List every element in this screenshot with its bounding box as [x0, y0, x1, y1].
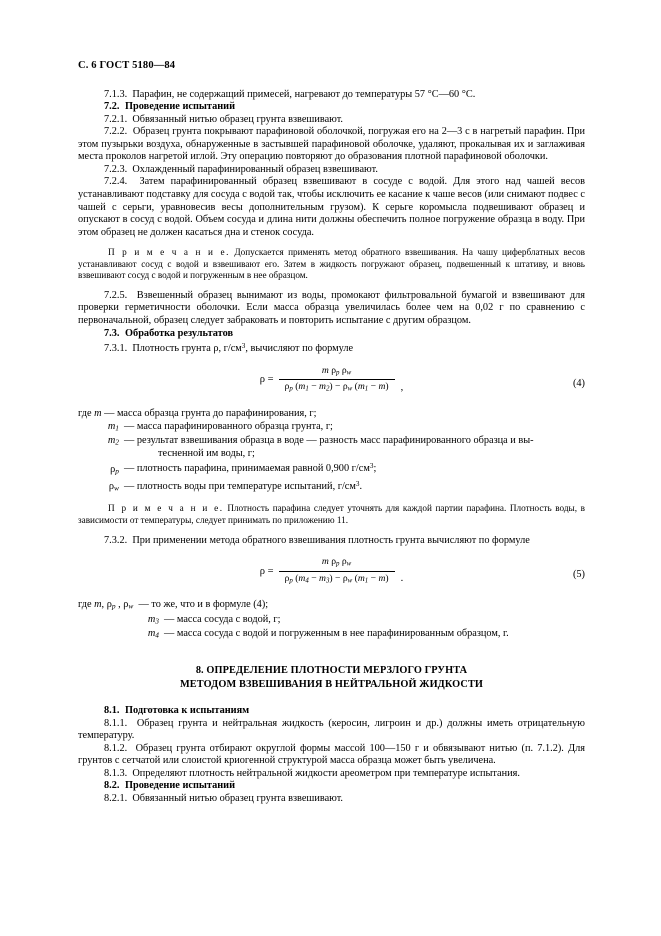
- clause-7-2-3-number: 7.2.3.: [104, 163, 128, 175]
- where-lead: где: [78, 599, 95, 611]
- formula-5-trailing-period: .: [400, 573, 404, 585]
- heading-7-3-number: 7.3.: [104, 327, 120, 339]
- where-item-symbol: $m_3$: [147, 613, 159, 626]
- heading-7-2-number: 7.2.: [104, 101, 120, 113]
- clause-7-2-1-number: 7.2.1.: [104, 113, 128, 125]
- note-2: [78, 503, 585, 526]
- where-item-def: — результат взвешивания образца в воде — разность масс парафинированного образца и вы- тесненной им воды, г;: [124, 435, 585, 460]
- formula-4-row: [78, 365, 585, 399]
- note-1: [78, 247, 585, 282]
- heading-7-3: [78, 328, 585, 341]
- clause-8-1-2: [78, 743, 585, 768]
- clause-8-2-1-text: Обвязанный нитью образец грунта взвешивают.: [132, 793, 343, 805]
- clause-7-2-4-text: Затем парафинированный образец взвешивают в сосуде с водой. Для этого над чашей весов устанавливают подставку для сосуда с водой так, чтобы исключить ее касание к чаше весов (или снимают подвес с чашей с серьги, уравновесив весы дополнительным грузом). К серьге коромысла подвешивают образец и опускают в сосуд с водой. Объем сосуда и длина нити должны обеспечить полное погружение образца в воду. При этом образец не должен касаться дна и стенок сосуда.: [78, 176, 585, 238]
- clause-7-2-5-text: Взвешенный образец вынимают из воды, промокают фильтровальной бумагой и взвешивают для проверки герметичности оболочки. Если масса образца увеличилась более чем на 0,02 г по сравнению с первоначальной, образец следует забраковать и повторить испытание с другим образцом.: [78, 289, 586, 327]
- where-block-5: [78, 599, 585, 642]
- heading-8-1-title: Подготовка к испытаниям: [125, 705, 250, 717]
- clause-8-1-2-text: Образец грунта отбирают округлой формы массой 100—150 г и обвязывают нитью (п. 7.1.2). Для грунтов с сетчатой или слоистой криогенной структурой масса образца может быть увеличена.: [78, 742, 585, 767]
- formula-4-trailing-comma: ,: [400, 381, 404, 393]
- page-content: [78, 60, 585, 806]
- clause-7-3-1-number: 7.3.1.: [104, 343, 128, 355]
- clause-8-1-1-text: Образец грунта и нейтральная жидкость (керосин, лигроин и др.) должны иметь отрицательную температуру.: [78, 717, 585, 742]
- clause-8-2-1-number: 8.2.1.: [104, 793, 128, 805]
- formula-5-row: [78, 556, 585, 590]
- where-item: [78, 460, 585, 478]
- note-2-label: П р и м е ч а н и е.: [108, 503, 224, 514]
- clause-7-1-3-number: 7.1.3.: [104, 88, 128, 100]
- clause-7-3-2: [78, 535, 585, 548]
- where-item: [78, 614, 585, 628]
- clause-7-2-3-text: Охлажденный парафинированный образец взвешивают.: [132, 163, 378, 175]
- heading-8-1-number: 8.1.: [104, 705, 120, 717]
- where-item-symbol: $m_2$: [107, 434, 119, 447]
- where-item: [78, 628, 585, 642]
- heading-8-1: [78, 705, 585, 718]
- formula-4-lhs: ρ =: [259, 374, 274, 386]
- formula-4-denominator: $\rho_p$ $(m_1 - m_2) - \rho_w$ $(m_1 - m)$: [284, 381, 389, 393]
- where-item-def: где m, $\rho_p$ , $\rho_w$ — то же, что и в формуле (4);: [78, 599, 269, 611]
- where-item: [78, 599, 585, 613]
- clause-8-1-2-number: 8.1.2.: [104, 742, 128, 754]
- where-item-symbol: $\rho_w$: [108, 481, 119, 493]
- where-item: [78, 478, 585, 496]
- clause-7-2-2-text: Образец грунта покрывают парафиновой оболочкой, погружая его на 2—3 с в нагретый парафин. При этом пузырьки воздуха, обнаруженные в застывшей парафиновой оболочке, удаляют, прокалывая их и заглаживая места проколов нагретой иглой. Эту операцию повторяют до образования плотной парафиновой оболочки.: [78, 126, 585, 163]
- clause-7-3-1-exponent: 3: [241, 342, 246, 351]
- formula-5-denominator: $\rho_p$ $(m_4 - m_3) - \rho_w$ $(m_1 - m)$: [284, 572, 389, 585]
- clause-8-1-3-number: 8.1.3.: [104, 767, 128, 779]
- where-lead: где: [78, 407, 95, 419]
- section-8-title-line2: МЕТОДОМ ВЗВЕШИВАНИЯ В НЕЙТРАЛЬНОЙ ЖИДКОСТИ: [179, 679, 484, 691]
- clause-7-3-2-number: 7.3.2.: [104, 534, 128, 546]
- section-8-title: [78, 664, 585, 692]
- clause-7-1-3-text: Парафин, не содержащий примесей, нагревают до температуры 57 °С—60 °С.: [132, 88, 476, 100]
- clause-7-3-2-text: При применении метода обратного взвешивания плотность грунта вычисляют по формуле: [132, 534, 530, 546]
- clause-7-3-1-lead: Плотность грунта ρ, г/см: [132, 343, 242, 355]
- section-8-title-line1: 8. ОПРЕДЕЛЕНИЕ ПЛОТНОСТИ МЕРЗЛОГО ГРУНТА: [195, 665, 468, 677]
- formula-4-expression: [260, 365, 403, 395]
- where-item-def: — плотность воды при температуре испытаний, $г/см^3$.: [124, 479, 363, 493]
- note-1-text: Допускается применять метод обратного взвешивания. На чашу циферблатных весов устанавливают сосуд с водой и взвешивают его. Затем в жидкость погружают образец, подвешенный к штативу, и вновь взвешивают сосуд с водой и погруженным в нее образцом.: [78, 247, 585, 281]
- heading-7-2: [78, 101, 585, 114]
- clause-7-2-4: [78, 176, 585, 239]
- clause-8-1-1-number: 8.1.1.: [104, 717, 128, 729]
- clause-7-1-3: [78, 89, 585, 102]
- heading-8-2-title: Проведение испытаний: [125, 780, 236, 792]
- spacer: [78, 692, 585, 705]
- clause-7-2-5: [78, 290, 585, 328]
- where-item: [78, 435, 585, 460]
- where-block-4: [78, 408, 585, 496]
- clause-7-2-3: [78, 164, 585, 177]
- where-item-def-continuation: тесненной им воды, г;: [158, 447, 255, 459]
- where-item: [78, 408, 585, 421]
- where-item: [78, 421, 585, 435]
- where-item-def: — плотность парафина, принимаемая равной 0,900 $г/см^3$;: [124, 462, 377, 475]
- clause-7-3-1-tail: , вычисляют по формуле: [245, 343, 354, 355]
- where-item-symbol: $m_1$: [107, 420, 119, 433]
- where-item-def: — масса сосуда с водой и погруженным в нее парафинированным образцом, г.: [164, 627, 509, 639]
- formula-5-expression: [260, 556, 403, 586]
- formula-4: [78, 365, 585, 395]
- note-1-label: П р и м е ч а н и е.: [108, 247, 231, 258]
- clause-8-2-1: [78, 793, 585, 806]
- clause-7-3-1: [78, 340, 585, 356]
- formula-5-fraction: [279, 556, 395, 586]
- heading-7-2-title: Проведение испытаний: [125, 101, 236, 113]
- where-item-symbol: $m_4$: [147, 627, 159, 640]
- page-header: С. 6 ГОСТ 5180—84: [78, 60, 176, 71]
- formula-5-numerator: m $\rho_p$ $\rho_w$: [321, 556, 352, 568]
- formula-4-numerator: m $\rho_p$ $\rho_w$: [321, 364, 352, 377]
- clause-7-2-2-number: 7.2.2.: [104, 126, 128, 138]
- clause-7-2-4-number: 7.2.4.: [104, 176, 128, 188]
- clause-8-1-1: [78, 718, 585, 743]
- formula-5-lhs: ρ =: [259, 565, 274, 577]
- note-2-text: Плотность парафина следует уточнять для каждой партии парафина. Плотность воды, в зависимости от температуры, следует принимать по приложению 11.: [78, 503, 586, 526]
- formula-4-fraction: [279, 365, 395, 395]
- where-item-def: — масса сосуда с водой, г;: [164, 613, 281, 625]
- clause-7-2-5-number: 7.2.5.: [104, 289, 128, 301]
- clause-7-2-1: [78, 114, 585, 127]
- clause-8-1-3: [78, 768, 585, 781]
- heading-7-3-title: Обработка результатов: [125, 327, 234, 339]
- formula-4-number: (4): [572, 377, 585, 389]
- heading-8-2-number: 8.2.: [104, 780, 120, 792]
- formula-5: [78, 556, 585, 586]
- clause-7-2-2: [78, 126, 585, 164]
- heading-8-2: [78, 780, 585, 793]
- where-item-def: — масса парафинированного образца грунта, г;: [124, 420, 333, 432]
- clause-7-2-1-text: Обвязанный нитью образец грунта взвешивают.: [132, 113, 343, 125]
- where-item-def: где m — масса образца грунта до парафинирования, г;: [78, 407, 317, 419]
- clause-8-1-3-text: Определяют плотность нейтральной жидкости ареометром при температуре испытания.: [132, 767, 520, 779]
- where-item-symbol: $\rho_p$: [110, 463, 119, 476]
- formula-5-number: (5): [572, 569, 585, 581]
